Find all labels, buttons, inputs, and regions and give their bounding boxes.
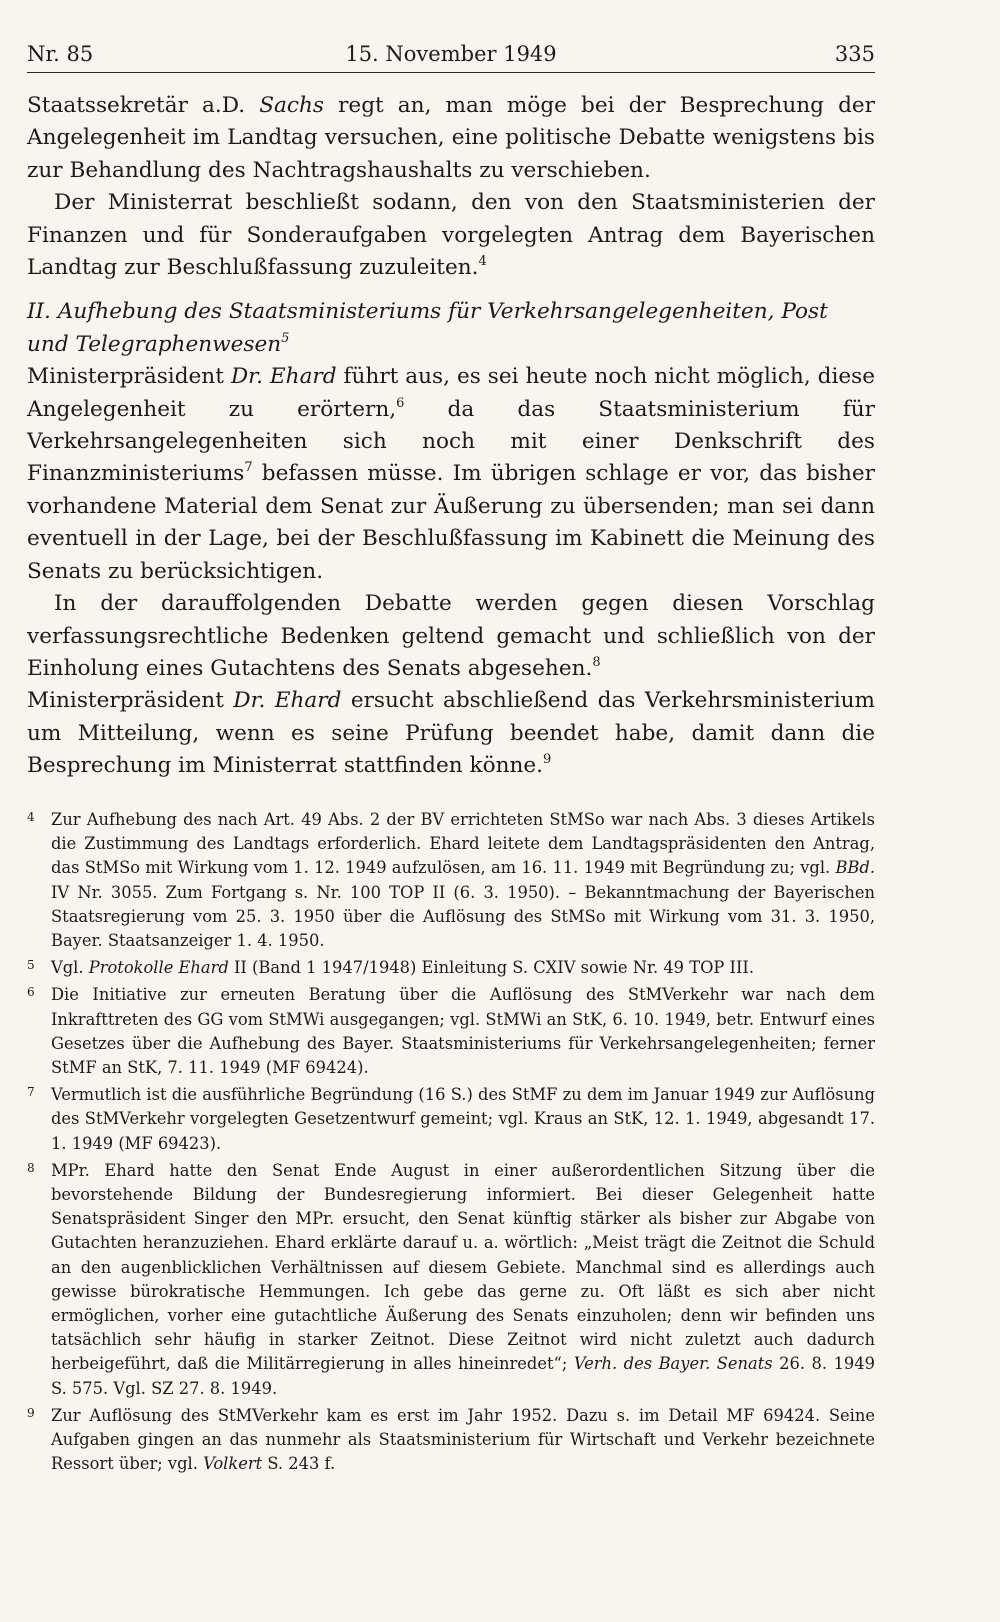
person-name: Dr. Ehard: [233, 688, 342, 714]
footnote-9: 9 Zur Auflösung des StMVerkehr kam es erst im Jahr 1952. Dazu s. im Detail MF 69424. Seine Aufgaben gingen an das nunmehr als Staatsministerium für Wirtschaft und Verkehr bezeichnete Ressort über; vgl. Volkert S. 243 f.: [27, 1404, 875, 1477]
person-name: Sachs: [259, 93, 324, 118]
paragraph-sachs: Staatssekretär a.D. Sachs regt an, man möge bei der Besprechung der Angelegenheit im Landtag versuchen, eine politische Debatte wenigstens bis zur Behandlung des Nachtragshaushalts zu verschieben.: [27, 93, 875, 183]
footnote-number: 5: [27, 958, 35, 973]
footnote-ref: 4: [478, 254, 487, 270]
footnote-ref: 8: [592, 654, 601, 670]
paragraph-decision: Der Ministerrat beschließt sodann, den von den Staatsministerien der Finanzen und für Sonderaufgaben vorgelegten Antrag dem Bayerischen Landtag zur Beschlußfassung zuzuleiten.$^4$: [27, 190, 875, 281]
footnote-8: 8 MPr. Ehard hatte den Senat Ende August in einer außerordentlichen Sitzung über die bevorstehende Bildung der Bundesregierung informiert. Bei dieser Gelegenheit hatte Senatspräsident Singer den MPr. ersucht, den Senat künftig stärker als bisher zur Abgabe von Gutachten heranzuziehen. Ehard erklärte darauf u. a. wörtlich: „Meist trägt die Zeitnot die Schuld an den augenblicklichen Verhältnissen auf diesem Gebiete. Manchmal sind es allerdings auch gewisse bürokratische Hemmungen. Ich gebe das gerne zu. Oft läßt es sich aber nicht ermöglichen, vorher eine gutachtliche Äußerung des Senats einzuholen; denn wir befinden uns tatsächlich sehr häufig in starker Zeitnot. Diese Zeitnot wird nicht zuletzt auch dadurch herbeigeführt, daß die Militärregierung in alles hineinredet“; Verh. des Bayer. Senats 26. 8. 1949 S. 575. Vgl. SZ 27. 8. 1949.: [27, 1159, 875, 1401]
running-header: [27, 40, 875, 73]
footnote-ref: 7: [244, 460, 253, 476]
paragraph-ehard-2: Ministerpräsident Dr. Ehard ersucht abschließend das Verkehrsministerium um Mitteilung, wenn es seine Prüfung beendet habe, damit dann die Besprechung im Ministerrat stattfinden könne.$^9$: [27, 688, 876, 779]
footnote-4: 4 Zur Aufhebung des nach Art. 49 Abs. 2 der BV errichteten StMSo war nach Abs. 3 dieses Artikels die Zustimmung des Landtags erforderlich. Ehard leitete dem Landtagspräsidenten den Antrag, das StMSo mit Wirkung vom 1. 12. 1949 aufzulösen, am 16. 11. 1949 mit Begründung zu; vgl. BBd. IV Nr. 3055. Zum Fortgang s. Nr. 100 TOP II (6. 3. 1950). – Bekanntmachung der Bayerischen Staatsregierung vom 25. 3. 1950 über die Auflösung des StMSo mit Wirkung vom 31. 3. 1950, Bayer. Staatsanzeiger 1. 4. 1950.: [27, 808, 875, 953]
main-text: [27, 90, 875, 783]
header-date: 15. November 1949: [345, 42, 557, 66]
footnote-6: 6 Die Initiative zur erneuten Beratung über die Auflösung des StMVerkehr war nach dem Inkrafttreten des GG vom StMWi ausgegangen; vgl. StMWi an StK, 6. 10. 1949, betr. Entwurf eines Gesetzes über die Aufhebung des Bayer. Staatsministeriums für Verkehrsangelegenheiten; ferner StMF an StK, 7. 11. 1949 (MF 69424).: [27, 983, 875, 1080]
footnote-number: 8: [27, 1160, 35, 1175]
footnote-number: 6: [27, 985, 35, 1000]
footnotes: [27, 808, 875, 1479]
footnote-ref: 9: [543, 752, 552, 768]
footnote-7: 7 Vermutlich ist die ausführliche Begründung (16 S.) des StMF zu dem im Januar 1949 zur Auflösung des StMVerkehr vorgelegten Gesetzentwurf gemeint; vgl. Kraus an StK, 12. 1. 1949, abgesandt 17. 1. 1949 (MF 69423).: [27, 1083, 875, 1156]
person-name: Dr. Ehard: [230, 364, 337, 390]
paragraph-debate: In der darauffolgenden Debatte werden gegen diesen Vorschlag verfassungsrechtliche Bedenken geltend gemacht und schließlich von der Einholung eines Gutachtens des Senats abgesehen.$^8$: [27, 591, 875, 681]
paragraph-ehard-1: Ministerpräsident Dr. Ehard führt aus, es sei heute noch nicht möglich, diese Angelegenheit zu erörtern,$^6$ da das Staatsministerium für Verkehrsangelegenheiten sich noch mit einer Denkschrift des Finanzministeriums$^7$ befassen müsse. Im übrigen schlage er vor, das bisher vorhandene Material dem Senat zur Äußerung zu übersenden; man sei dann eventuell in der Lage, bei der Beschlußfassung im Kabinett die Meinung des Senats zu berücksichtigen.: [27, 364, 875, 584]
footnote-5: 5 Vgl. Protokolle Ehard II (Band 1 1947/1948) Einleitung S. CXIV sowie Nr. 49 TOP III.: [27, 956, 875, 980]
footnote-ref: 5: [281, 330, 290, 346]
page-number: 335: [834, 42, 875, 66]
footnote-number: 9: [27, 1405, 35, 1420]
agenda-heading: II. Aufhebung des Staatsministeriums für Verkehrsangelegenheiten, Post und Telegraphenwesen$^5$: [27, 299, 828, 357]
footnote-number: 7: [27, 1085, 35, 1100]
footnote-number: 4: [27, 810, 35, 824]
document-number: Nr. 85: [27, 42, 94, 66]
footnote-ref: 6: [396, 395, 405, 411]
